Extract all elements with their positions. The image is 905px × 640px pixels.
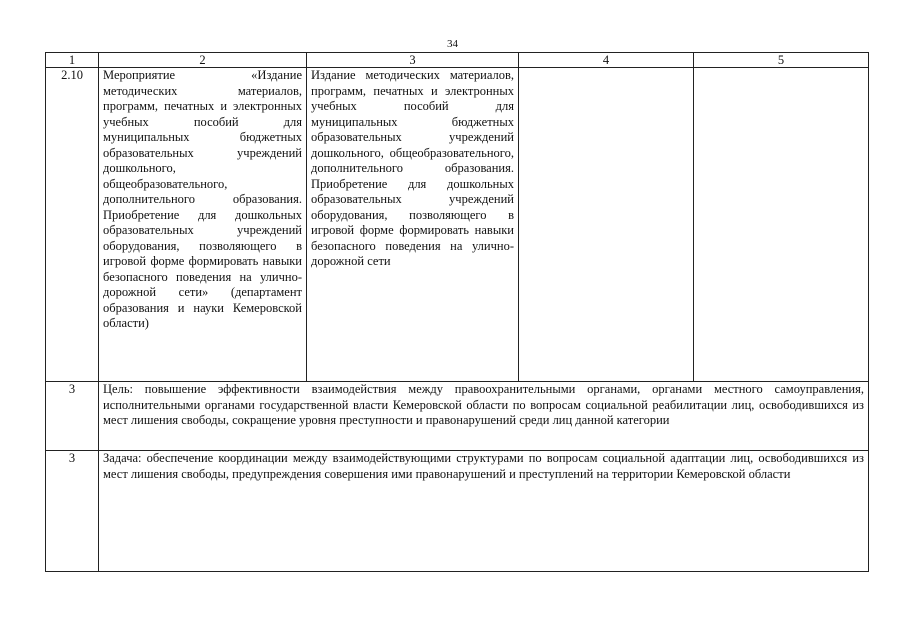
header-cell-5: 5 [694,53,869,68]
empty-cell-5 [694,68,869,382]
header-cell-3: 3 [307,53,519,68]
measure-description-cell: Мероприятие «Издание методических материалов, программ, печатных и электронных учебных пособий для муниципальных бюджетных образовательных учреждений дошкольного, общеобразовательного, дополнительного образования. Приобретение для дошкольных образовательных учреждений оборудования, позволяющего в игровой форме формировать навыки безопасного поведения на улично-дорожной сети» (департамент образования и науки Кемеровской области) [99,68,307,382]
row-number: 2.10 [46,68,99,382]
goal-cell: Цель: повышение эффективности взаимодействия между правоохранительными органами, органами местного самоуправления, исполнительными органами государственной власти Кемеровской области по вопросам социальной реабилитации лиц, освободившихся из мест лишения свободы, сокращение уровня преступности и правонарушений среди лиц данной категории [99,382,869,451]
empty-cell-4 [519,68,694,382]
task-cell: Задача: обеспечение координации между взаимодействующими структурами по вопросам социальной адаптации лиц, освободившихся из мест лишения свободы, предупреждения совершения ими правонарушений и преступлений на территории Кемеровской области [99,451,869,572]
table-row-task [46,451,869,572]
header-cell-4: 4 [519,53,694,68]
page-number: 34 [447,38,458,50]
measure-content-cell: Издание методических материалов, программ, печатных и электронных учебных пособий для муниципальных бюджетных образовательных учреждений дошкольного, общеобразовательного, дополнительного образования. Приобретение для дошкольных образовательных учреждений оборудования, позволяющего в игровой форме формировать навыки безопасного поведения на улично-дорожной сети [307,68,519,382]
program-table [45,52,869,572]
header-cell-2: 2 [99,53,307,68]
row-number: 3 [46,451,99,572]
table-row-goal [46,382,869,451]
row-number: 3 [46,382,99,451]
table-row-2-10 [46,68,869,382]
header-row [46,53,869,68]
header-cell-1: 1 [46,53,99,68]
